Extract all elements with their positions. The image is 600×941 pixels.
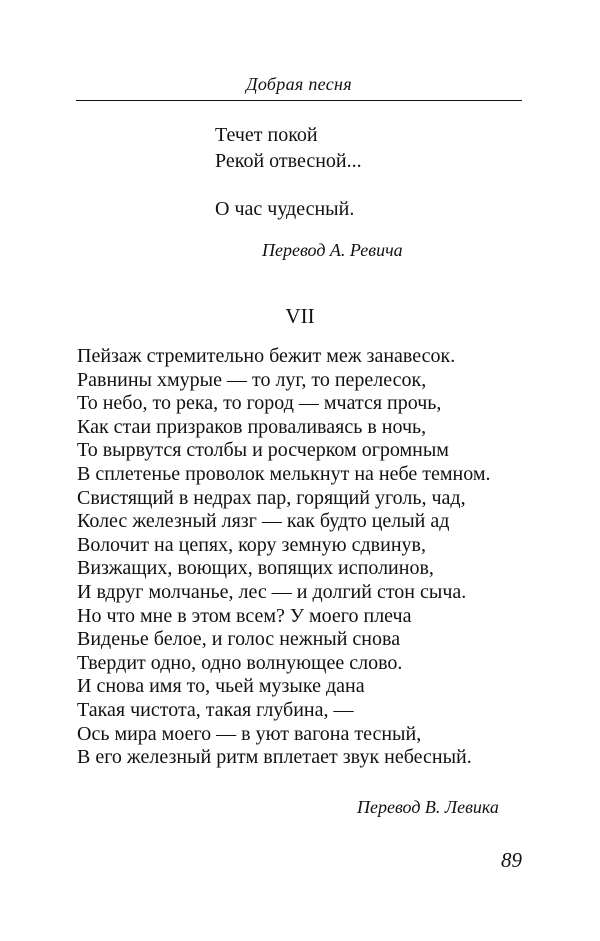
poem-body [77, 345, 491, 770]
poem-line: Пейзаж стремительно бежит меж занавесок. [77, 345, 456, 367]
page-number: 89 [501, 848, 522, 872]
stanza-first [215, 122, 362, 174]
stanza-line: Рекой отвесной... [215, 150, 362, 172]
poem-line: В сплетенье проволок мелькнут на небе темном. [77, 462, 491, 485]
poem-line: Равнины хмурые — то луг, то перелесок, [77, 368, 427, 391]
poem-line: Твердит одно, одно волнующее слово. [77, 651, 403, 674]
poem-line: Свистящий в недрах пар, горящий уголь, чад, [77, 486, 466, 509]
poem-line: Колес железный лязг — как будто целый ад [77, 510, 450, 533]
stanza-second [215, 196, 354, 222]
poem-line: И снова имя то, чьей музыке дана [77, 675, 365, 698]
poem-line: В его железный ритм вплетает звук небесный. [77, 746, 472, 769]
poem-line: Визжащих, воющих, вопящих исполинов, [77, 557, 434, 580]
header-divider [76, 100, 522, 101]
poem-line: Как стаи призраков проваливаясь в ночь, [77, 415, 427, 438]
poem-line: Но что мне в этом всем? У моего плеча [77, 604, 412, 627]
stanza-line: О час чудесный. [215, 198, 355, 220]
poem-line: Волочит на цепях, кору земную сдвинув, [77, 533, 426, 556]
stanza-line: Течет покой [215, 124, 318, 146]
poem-line: То вырвутся столбы и росчерком огромным [77, 439, 449, 462]
poem-line: Такая чистота, такая глубина, — [77, 698, 354, 721]
poem-line: Ось мира моего — в уют вагона тесный, [77, 722, 422, 745]
translator-credit-revich: Перевод А. Ревича [262, 240, 403, 260]
section-title: VII [285, 304, 315, 328]
poem-line: И вдруг молчанье, лес — и долгий стон сыча. [77, 580, 467, 603]
poem-line: Виденье белое, и голос нежный снова [77, 628, 401, 651]
poem-line: То небо, то река, то город — мчатся прочь, [77, 392, 442, 415]
running-header: Добрая песня [246, 74, 352, 94]
translator-credit-levik: Перевод В. Левика [357, 797, 499, 817]
